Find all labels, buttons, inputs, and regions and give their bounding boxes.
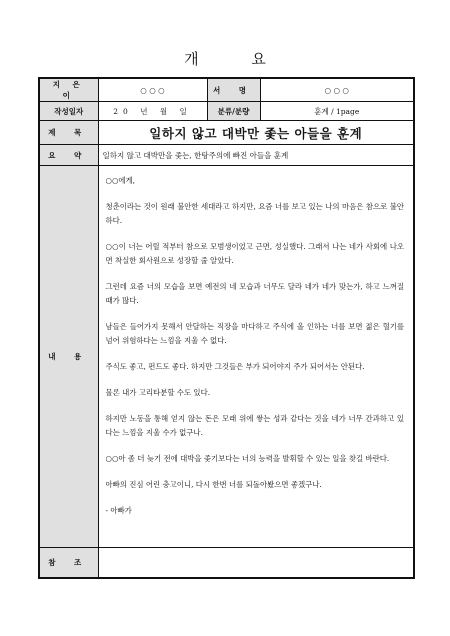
signature-value: ○ ○ ○ xyxy=(260,78,414,102)
reference-row xyxy=(39,548,414,578)
summary-row xyxy=(39,145,414,166)
date-row xyxy=(39,102,414,121)
subject-row xyxy=(39,121,414,145)
reference-label: 참 조 xyxy=(39,548,98,578)
content-body xyxy=(98,166,414,548)
date-label: 작성일자 xyxy=(39,102,98,121)
content-paragraph: ○○아 좀 더 늦기 전에 대박을 좇기보다는 너의 능력을 발휘할 수 있는 일을 찾길 바란다. xyxy=(105,454,390,463)
content-paragraph: ○○에게, xyxy=(105,176,136,185)
signature-label: 서 명 xyxy=(207,78,260,102)
content-paragraph: 아빠의 진심 어린 충고이니, 다시 한번 너를 되돌아봤으면 좋겠구나. xyxy=(105,480,322,489)
content-row xyxy=(39,166,414,548)
author-row xyxy=(39,78,414,102)
page-title: 개 요 xyxy=(184,50,290,68)
summary-label: 요 약 xyxy=(39,145,98,166)
reference-value xyxy=(98,548,414,578)
content-paragraph: 남들은 들어가지 못해서 안달하는 직장을 마다하고 주식에 올 인하는 너를 보면 젊은 혈기를 넘어 위험하다는 느낌을 지울 수 없다. xyxy=(105,322,404,345)
author-label: 지 은 이 xyxy=(39,78,98,102)
content-paragraph: 청춘이라는 것이 원래 불안한 세대라고 하지만, 요즘 너를 보고 있는 나의 마음은 참으로 불안하다. xyxy=(105,202,404,225)
content-paragraph: 하지만 노동을 통해 얻지 않는 돈은 모래 위에 쌓는 성과 같다는 것을 네가 너무 간과하고 있다는 느낌을 지울 수가 없구나. xyxy=(105,414,404,437)
content-paragraph: ○○이 너는 어릴 적부터 참으로 모범생이었고 근면, 성실했다. 그래서 나는 네가 사회에 나오면 착실한 회사원으로 성장할 줄 알았다. xyxy=(105,242,404,265)
author-value: ○ ○ ○ xyxy=(98,78,207,102)
content-paragraph: 그런데 요즘 너의 모습을 보면 예전의 네 모습과 너무도 달라 네가 네가 맞는가, 하고 느껴질 때가 많다. xyxy=(105,282,404,305)
content-label: 내 용 xyxy=(39,166,98,548)
content-paragraph: 물론 내가 고리타분할 수도 있다. xyxy=(105,388,211,397)
content-signoff: - 아빠가 xyxy=(105,506,132,515)
summary-form-table xyxy=(38,77,415,579)
category-label: 분류/분량 xyxy=(207,102,260,121)
subject-label: 제 목 xyxy=(39,121,98,145)
date-value: 20 년 월 일 xyxy=(98,102,207,121)
summary-value: 일하지 않고 대박만을 좇는, 한탕주의에 빠진 아들을 훈계 xyxy=(98,145,414,166)
content-paragraph: 주식도 좋고, 펀드도 좋다. 하지만 그것들은 부가 되어야지 주가 되어서는 안된다. xyxy=(105,362,365,371)
subject-value: 일하지 않고 대박만 좇는 아들을 훈계 xyxy=(98,121,414,145)
category-value: 훈계 / 1page xyxy=(260,102,414,121)
